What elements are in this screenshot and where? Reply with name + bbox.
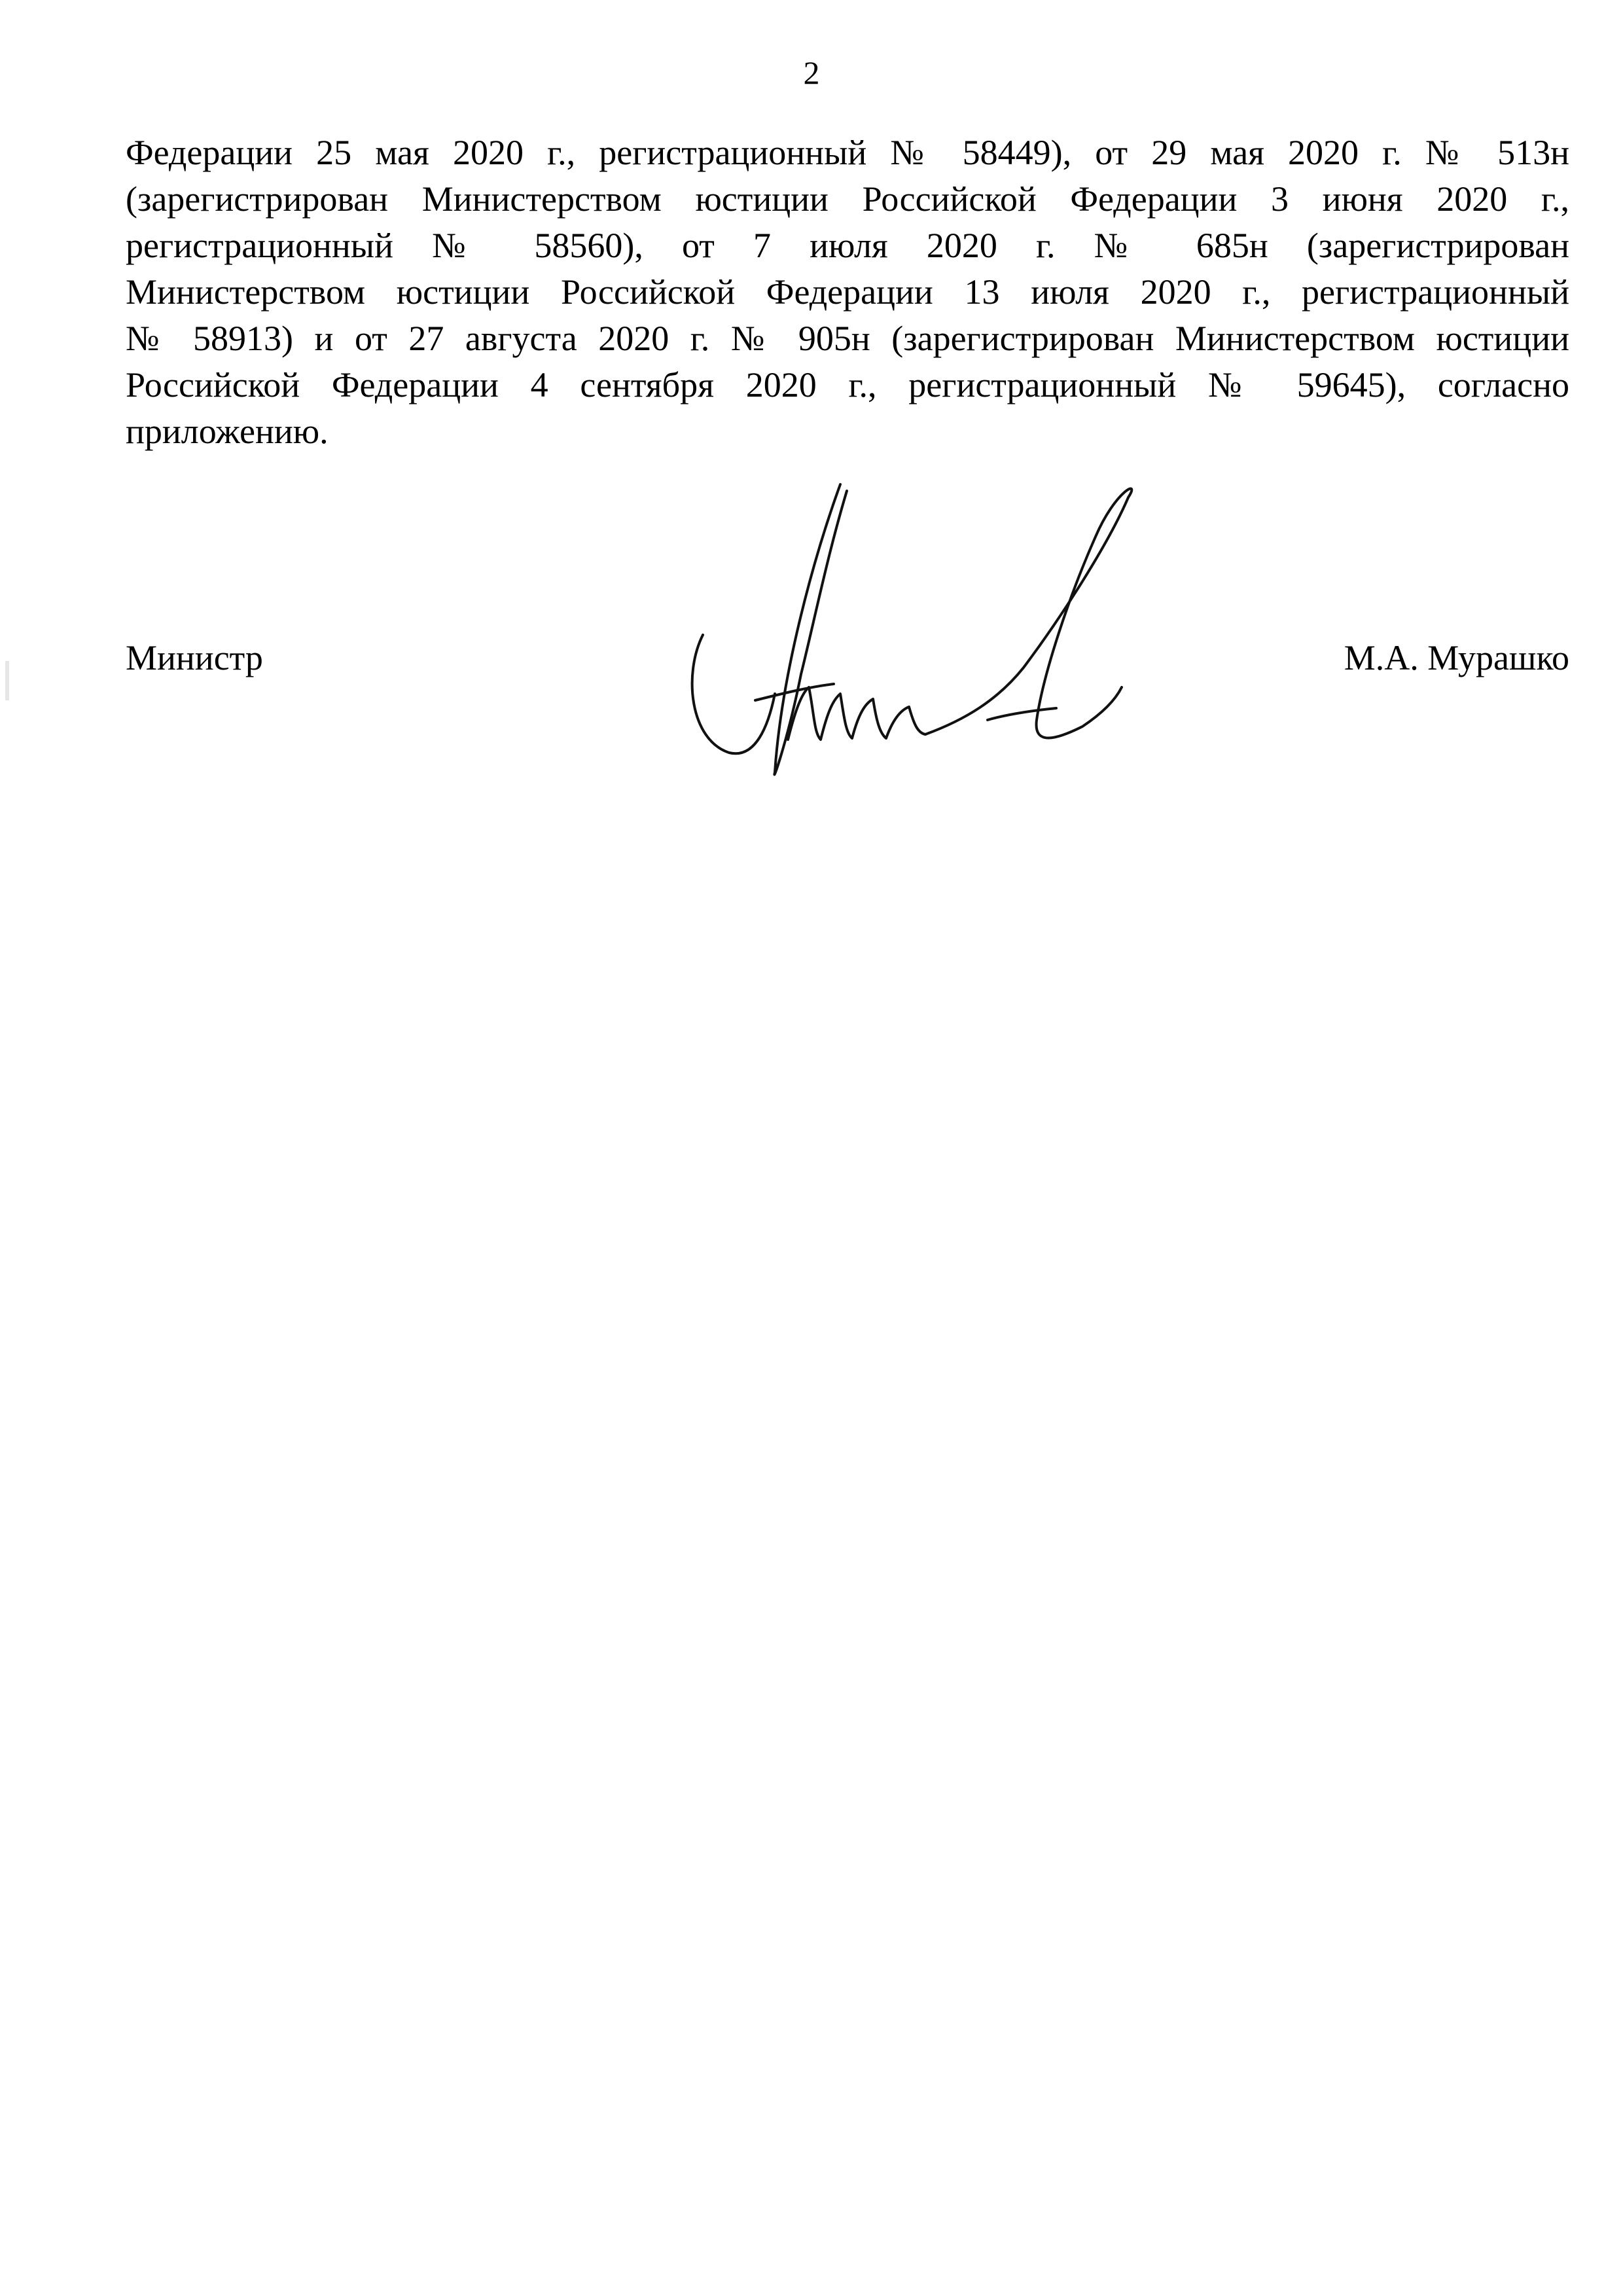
scan-artifact — [5, 661, 9, 700]
page-number: 2 — [803, 54, 820, 91]
body-line: Министерством юстиции Российской Федерации 13 июля 2020 г., регистрационный — [126, 272, 1569, 312]
handwritten-signature — [657, 478, 1194, 785]
signature-stroke — [925, 489, 1132, 738]
body-line: Российской Федерации 4 сентября 2020 г., регистрационный № 59645), согласно — [126, 365, 1569, 404]
signature-stroke — [774, 484, 847, 774]
signature-stroke — [988, 708, 1056, 720]
signer-position: Министр — [126, 638, 263, 677]
body-paragraph — [126, 130, 1569, 455]
signature-stroke — [692, 635, 775, 753]
signer-name: М.А. Мурашко — [1344, 638, 1569, 677]
body-line: Федерации 25 мая 2020 г., регистрационный № 58449), от 29 мая 2020 г. № 513н — [126, 133, 1569, 172]
signature-stroke — [755, 684, 834, 700]
signature-stroke — [788, 687, 925, 740]
body-line: регистрационный № 58560), от 7 июля 2020 г. № 685н (зарегистрирован — [126, 226, 1569, 265]
body-line: № 58913) и от 27 августа 2020 г. № 905н (зарегистрирован Министерством юстиции — [126, 319, 1569, 358]
body-line: приложению. — [126, 412, 329, 451]
body-line: (зарегистрирован Министерством юстиции Российской Федерации 3 июня 2020 г., — [126, 179, 1569, 219]
signature-block — [126, 478, 1569, 805]
